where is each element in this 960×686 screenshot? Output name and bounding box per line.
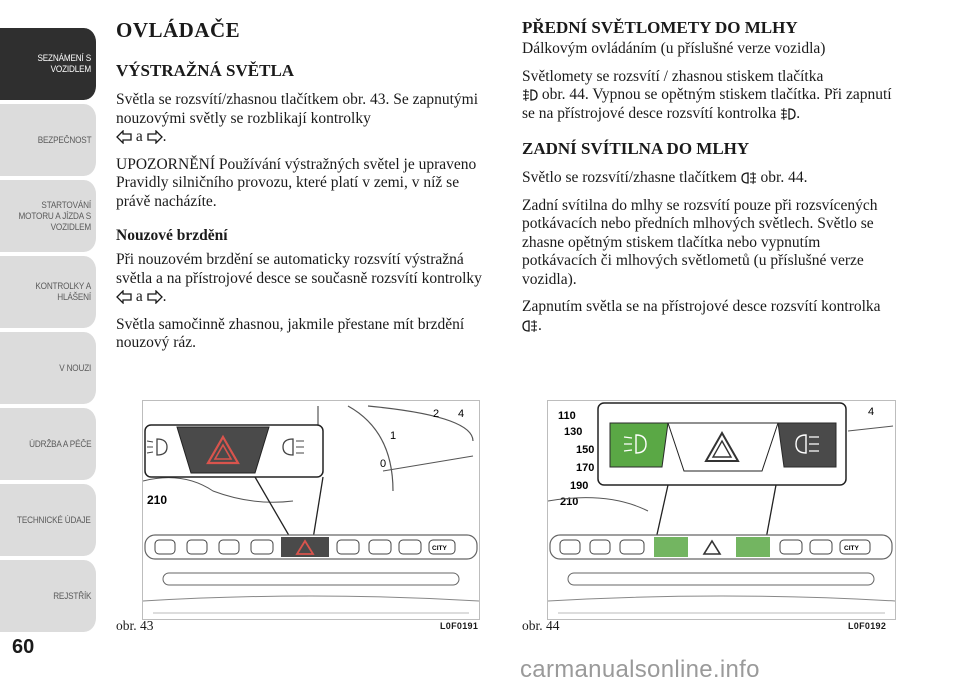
hazard-paragraph (116, 91, 488, 147)
conjunction-text: a (135, 288, 143, 305)
front-fog-text-a: Světlomety se rozsvítí / zhasnou stiskem tlačítka (522, 67, 824, 85)
speed-label: 150 (576, 444, 595, 456)
figure-43-dashboard (142, 400, 480, 620)
tab-label: KONTROLKY A HLÁŠENÍ (35, 281, 91, 303)
front-fog-heading: PŘEDNÍ SVĚTLOMETY DO MLHY (522, 18, 798, 37)
rear-fog-paragraph-2: Zadní svítilna do mlhy se rozsvítí pouze při rozsvícených potkávacích nebo předních mlhových světlech. Světlo se zhasne opětným stiskem tlačítka nebo vypnutím potkávacích či mlhových světlometů (u příslušné verze vozidla). (522, 196, 878, 288)
emergency-brake-paragraph (116, 251, 488, 307)
tab-label: REJSTŘÍK (52, 590, 91, 602)
left-column (116, 18, 488, 362)
brake-text: Při nouzovém brzdění se automaticky rozsvítí výstražná světla a na přístrojové desce se současně rozsvítí kontrolky (116, 251, 482, 287)
figure-43-caption: obr. 43 (116, 618, 154, 633)
tab-startovani[interactable] (0, 180, 98, 252)
turn-left-arrow-icon (116, 290, 132, 304)
rear-fog-light-icon (741, 171, 757, 185)
figure-44-dashboard (547, 400, 896, 620)
emergency-brake-heading: Nouzové brzdění (116, 227, 228, 244)
dial-label: 2 (433, 408, 440, 420)
rear-fog-text-a: Světlo se rozsvítí/zhasne tlačítkem (522, 169, 737, 186)
speed-label: 210 (147, 493, 168, 507)
tab-v-nouzi[interactable] (0, 332, 98, 404)
front-fog-subtitle: Dálkovým ovládáním (u příslušné verze vozidla) (522, 40, 826, 57)
speed-label: 110 (558, 410, 576, 422)
tab-label: ÚDRŽBA A PÉČE (28, 438, 91, 450)
front-fog-light-icon (780, 107, 796, 121)
rear-fog-text-c: Zapnutím světla se na přístrojové desce rozsvítí kontrolka (522, 298, 881, 315)
dial-label: 0 (380, 458, 387, 470)
tab-bezpecnost[interactable] (0, 104, 98, 176)
tab-label: V NOUZI (59, 362, 91, 374)
page-title: OVLÁDAČE (116, 18, 241, 42)
auto-off-paragraph: Světla samočinně zhasnou, jakmile přestane mít brzdění nouzový ráz. (116, 315, 465, 351)
speed-label: 130 (564, 426, 583, 438)
figure-44-caption: obr. 44 (522, 618, 560, 633)
period: . (162, 128, 167, 145)
rear-fog-text-b: obr. 44. (760, 169, 808, 186)
page-number: 60 (12, 636, 35, 658)
tab-label: BEZPEČNOST (37, 134, 91, 146)
warning-paragraph: UPOZORNĚNÍ Používání výstražných světel je upraveno Pravidly silničního provozu, které platí v zemi, v níž se právě nacházíte. (116, 155, 477, 210)
figure-43-code: L0F0191 (440, 621, 479, 631)
rear-fog-paragraph-3 (522, 298, 897, 335)
front-fog-paragraph (522, 68, 897, 124)
tab-rejstrik[interactable] (0, 560, 98, 632)
tab-seznameni-s-vozidlem[interactable] (0, 28, 98, 100)
dashboard-illustration (143, 401, 479, 619)
hazard-text: Světla se rozsvítí/zhasnou tlačítkem obr. 43. Se zapnutými nouzovými světly se rozblikají kontrolky (116, 91, 479, 127)
city-button-label: CITY (432, 545, 447, 552)
city-button-label: CITY (844, 545, 859, 552)
period: . (796, 104, 801, 122)
dial-label: 4 (868, 406, 875, 418)
turn-left-arrow-icon (116, 130, 132, 144)
turn-right-arrow-icon (147, 130, 163, 144)
speed-label: 210 (560, 496, 579, 508)
figure-44-code: L0F0192 (848, 621, 887, 631)
rear-fog-paragraph-1 (522, 169, 897, 188)
hazard-heading: VÝSTRAŽNÁ SVĚTLA (116, 61, 295, 80)
tab-technicke-udaje[interactable] (0, 484, 98, 556)
tab-label: SEZNÁMENÍ S VOZIDLEM (37, 53, 91, 75)
front-fog-light-icon (522, 88, 538, 102)
tab-kontrolky[interactable] (0, 256, 98, 328)
rear-fog-heading: ZADNÍ SVÍTILNA DO MLHY (522, 139, 750, 158)
tab-label: TECHNICKÉ ÚDAJE (17, 514, 91, 526)
front-fog-text-b: obr. 44. Vypnou se opětným stiskem tlačítka. Při zapnutí se na přístrojové desce rozsvítí kontrolka (522, 86, 892, 122)
speed-label: 190 (570, 480, 589, 492)
period: . (162, 288, 167, 305)
period: . (538, 316, 542, 334)
dashboard-illustration (548, 401, 895, 619)
watermark-text: carmanualsonline.info (520, 656, 760, 683)
speed-label: 170 (576, 462, 595, 474)
turn-right-arrow-icon (147, 290, 163, 304)
dial-label: 4 (458, 408, 465, 420)
rear-fog-light-icon (522, 319, 538, 333)
tab-udrzba[interactable] (0, 408, 98, 480)
chapter-sidebar (0, 0, 100, 686)
right-column (522, 18, 897, 344)
dial-label: 1 (390, 430, 397, 442)
tab-label: STARTOVÁNÍ MOTORU A JÍZDA S VOZIDLEM (18, 199, 91, 233)
conjunction-text: a (135, 128, 143, 145)
